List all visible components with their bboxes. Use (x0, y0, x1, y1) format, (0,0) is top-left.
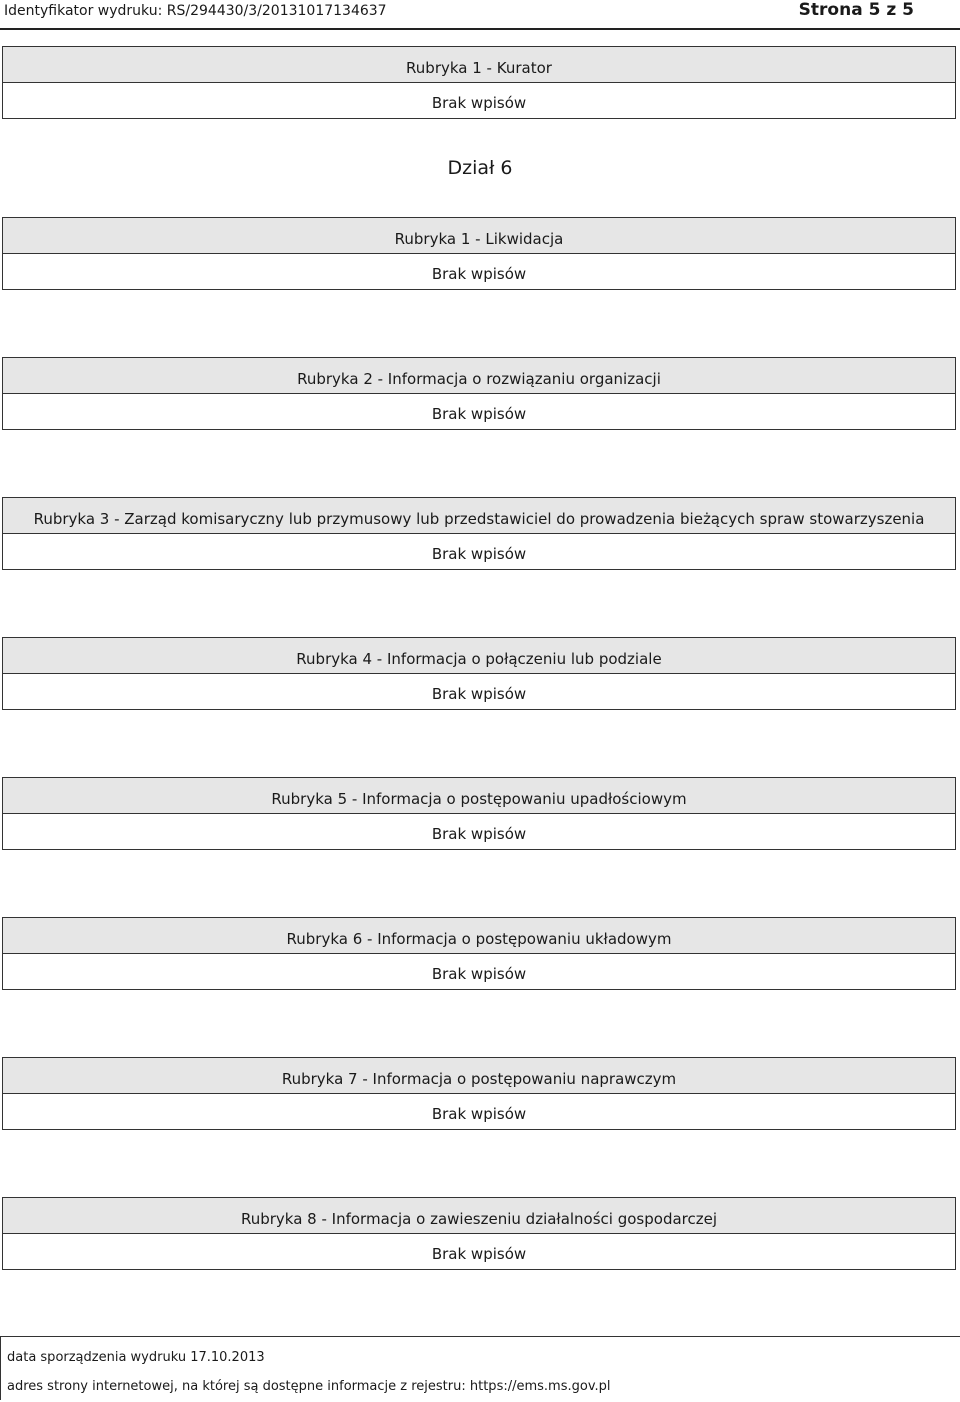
entry-title: Rubryka 3 - Zarząd komisaryczny lub przymusowy lub przedstawiciel do prowadzenia bieżących spraw stowarzyszenia (3, 498, 955, 534)
entry-title: Rubryka 8 - Informacja o zawieszeniu działalności gospodarczej (3, 1198, 955, 1234)
entry-rubryka-2 (2, 357, 956, 430)
entry-rubryka-3 (2, 497, 956, 570)
print-footer (0, 1336, 960, 1400)
entry-value: Brak wpisów (431, 404, 527, 423)
entry-value: Brak wpisów (431, 93, 527, 112)
entry-value: Brak wpisów (431, 1244, 527, 1263)
entry-rubryka-1 (2, 217, 956, 290)
print-identifier: Identyfikator wydruku: RS/294430/3/20131017134637 (4, 3, 387, 19)
print-date: data sporządzenia wydruku 17.10.2013 (7, 1350, 265, 1365)
entry-rubryka-7 (2, 1057, 956, 1130)
entry-title: Rubryka 1 - Likwidacja (3, 218, 955, 254)
entry-value: Brak wpisów (431, 684, 527, 703)
entry-value: Brak wpisów (431, 264, 527, 283)
entry-rubryka-5 (2, 777, 956, 850)
entry-value: Brak wpisów (431, 1104, 527, 1123)
entry-value: Brak wpisów (431, 544, 527, 563)
entry-rubryka-4 (2, 637, 956, 710)
entry-title: Rubryka 4 - Informacja o połączeniu lub podziale (3, 638, 955, 674)
entry-value: Brak wpisów (431, 964, 527, 983)
entry-title: Rubryka 5 - Informacja o postępowaniu upadłościowym (3, 778, 955, 814)
page-number: Strona 5 z 5 (798, 0, 914, 20)
entry-rubryka-6 (2, 917, 956, 990)
entry-title: Rubryka 2 - Informacja o rozwiązaniu organizacji (3, 358, 955, 394)
register-url-note: adres strony internetowej, na której są dostępne informacje z rejestru: https://ems.ms.gov.pl (7, 1379, 611, 1394)
entry-value: Brak wpisów (431, 824, 527, 843)
entry-kurator (2, 46, 956, 119)
entry-title: Rubryka 7 - Informacja o postępowaniu naprawczym (3, 1058, 955, 1094)
entry-rubryka-8 (2, 1197, 956, 1270)
entry-title: Rubryka 6 - Informacja o postępowaniu układowym (3, 918, 955, 954)
section-title: Dział 6 (447, 157, 513, 179)
header-divider (0, 28, 960, 30)
entry-title: Rubryka 1 - Kurator (3, 47, 955, 83)
